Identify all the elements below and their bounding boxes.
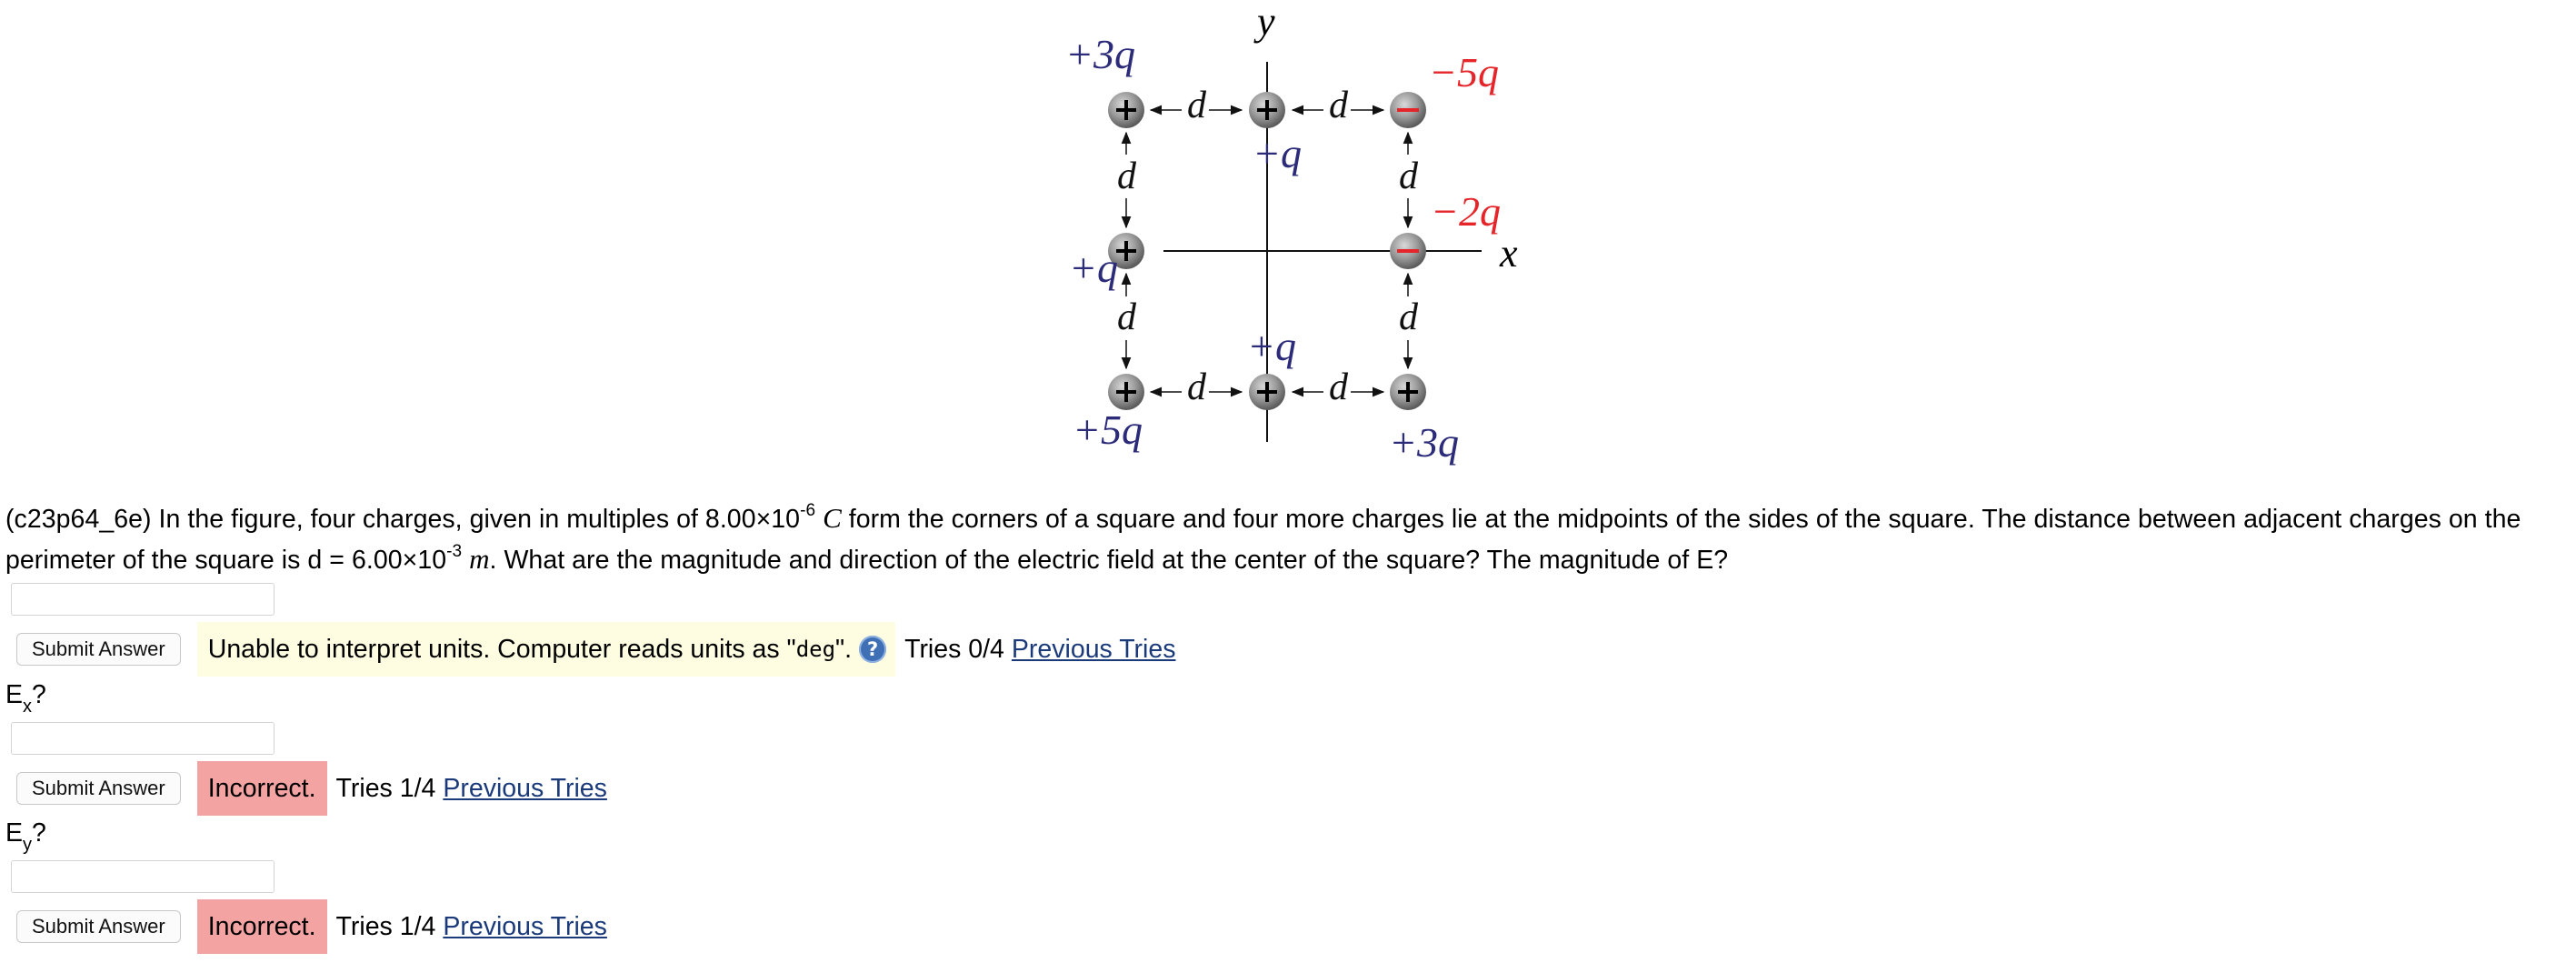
submit-answer-button[interactable]: Submit Answer — [16, 910, 181, 943]
label-bottom-mid: +q — [1247, 323, 1297, 369]
charge-top-right — [1390, 92, 1426, 128]
distance-label: d — [1187, 85, 1206, 126]
label-top-mid: +q — [1253, 130, 1303, 176]
charge-mid-right — [1390, 233, 1426, 269]
help-icon[interactable]: ? — [859, 636, 886, 663]
question-part-1: (c23p64_6e) In the figure, four charges, given in multiples of 8.00×10 — [5, 505, 801, 534]
charge-square-figure — [1036, 0, 1545, 473]
feedback-code: deg — [795, 637, 836, 662]
ey-answer-input[interactable] — [11, 860, 275, 893]
label-mid-left: +q — [1069, 245, 1119, 291]
unit: m — [469, 543, 490, 575]
tries-count: Tries 0/4 — [904, 634, 1004, 664]
previous-tries-link[interactable]: Previous Tries — [443, 911, 607, 941]
charge-bottom-left — [1108, 374, 1144, 410]
y-axis-label: y — [1257, 0, 1275, 44]
previous-tries-link[interactable]: Previous Tries — [1011, 634, 1176, 664]
ex-label: $E_x$? — [5, 680, 46, 717]
magnitude-answer-input[interactable] — [11, 583, 275, 616]
label-top-right: −5q — [1429, 49, 1500, 95]
distance-label: d — [1399, 296, 1418, 338]
distance-label: d — [1187, 366, 1206, 408]
ex-answer-input[interactable] — [11, 722, 275, 755]
distance-label: d — [1399, 155, 1418, 197]
exponent: -3 — [446, 541, 463, 561]
question-part-2: form the corners of a square and four more charges lie at the midpoints of the sides of the square. The distance between adjacent charges on the perimeter of the square is d = 6.00×10 — [5, 505, 2521, 575]
x-axis-label: x — [1500, 231, 1518, 276]
units-warning-feedback — [197, 622, 895, 677]
feedback-text: Unable to interpret units. Computer reads units as " — [207, 634, 796, 664]
ex-submit-row — [16, 761, 607, 816]
label-top-left: +3q — [1065, 31, 1136, 77]
question-part-3: . What are the magnitude and direction of the electric field at the center of the square? The magnitude of E? — [489, 546, 1729, 575]
label-mid-right: −2q — [1431, 188, 1502, 235]
question-text — [5, 498, 2572, 580]
distance-label: d — [1117, 155, 1136, 197]
magnitude-submit-row — [16, 622, 1175, 677]
submit-answer-button[interactable]: Submit Answer — [16, 633, 181, 666]
submit-answer-button[interactable]: Submit Answer — [16, 772, 181, 805]
distance-label: d — [1117, 296, 1136, 338]
incorrect-feedback: Incorrect. — [197, 899, 327, 954]
charge-bottom-right — [1390, 374, 1426, 410]
previous-tries-link[interactable]: Previous Tries — [443, 773, 607, 803]
exponent: -6 — [800, 500, 816, 520]
charge-top-left — [1108, 92, 1144, 128]
unit: C — [823, 502, 842, 534]
distance-label: d — [1329, 366, 1348, 408]
charge-top-mid — [1249, 92, 1285, 128]
tries-count: Tries 1/4 — [335, 911, 436, 941]
label-bottom-left: +5q — [1073, 406, 1143, 453]
ey-label: $E_y$? — [5, 818, 46, 855]
distance-label: d — [1329, 85, 1348, 126]
tries-count: Tries 1/4 — [335, 773, 436, 803]
ey-submit-row — [16, 899, 607, 954]
feedback-text-end: ". — [835, 634, 853, 664]
label-bottom-right: +3q — [1389, 419, 1460, 466]
figure-svg — [1036, 0, 1545, 473]
charge-bottom-mid — [1249, 374, 1285, 410]
incorrect-feedback: Incorrect. — [197, 761, 327, 816]
